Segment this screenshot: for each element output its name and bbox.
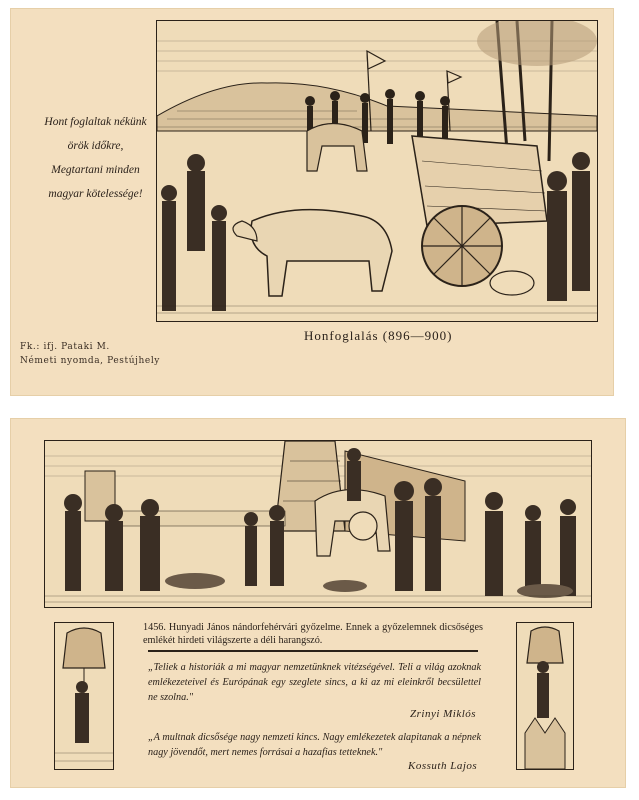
bell-ringer-illustration (55, 623, 113, 769)
belgrade-illustration (45, 441, 591, 607)
credit-artist: Fk.: ifj. Pataki M. (20, 342, 110, 352)
bell-panel-left (54, 622, 114, 770)
conquest-illustration (157, 21, 597, 321)
credit-printer: Németi nyomda, Pestújhely (20, 356, 160, 366)
divider-rule (148, 650, 478, 652)
engraving-conquest (156, 20, 598, 322)
author-zrinyi: Zrinyi Miklós (410, 708, 477, 720)
poem-text (28, 110, 163, 206)
caption-honfoglalas: Honfoglalás (896—900) (304, 328, 453, 343)
postcard-honfoglalas (10, 8, 614, 396)
author-kossuth: Kossuth Lajos (408, 760, 478, 772)
postcard-hunyadi (10, 418, 626, 788)
bell-tower-illustration (517, 623, 573, 769)
poem-line: örök időkre, (67, 140, 124, 152)
quote-kossuth: „A multnak dicsősége nagy nemzeti kincs. Nagy emlékezetek alapitanak a népnek nagy jövendőt, mert nemes forrásai a hazafias tetteknek." (148, 732, 481, 758)
bell-panel-right (516, 622, 574, 770)
engraving-belgrade (44, 440, 592, 608)
poem-line: Megtartani minden (51, 164, 140, 176)
poem-line: Hont foglaltak nékünk (44, 116, 147, 128)
quote-zrinyi: „Teliek a historiák a mi magyar nemzetünknek vitézségével. Teli a világ azoknak emlékezeteivel és Európának egy szeglete sincs, a ki az mi eleinkről becsülettel ne szolna." (148, 662, 481, 703)
poem-line: magyar kötelessége! (48, 188, 143, 200)
history-text: 1456. Hunyadi János nándorfehérvári győzelme. Ennek a győzelemnek dicsőséges emlékét hirdeti világszerte a déli harangszó. (143, 622, 483, 646)
